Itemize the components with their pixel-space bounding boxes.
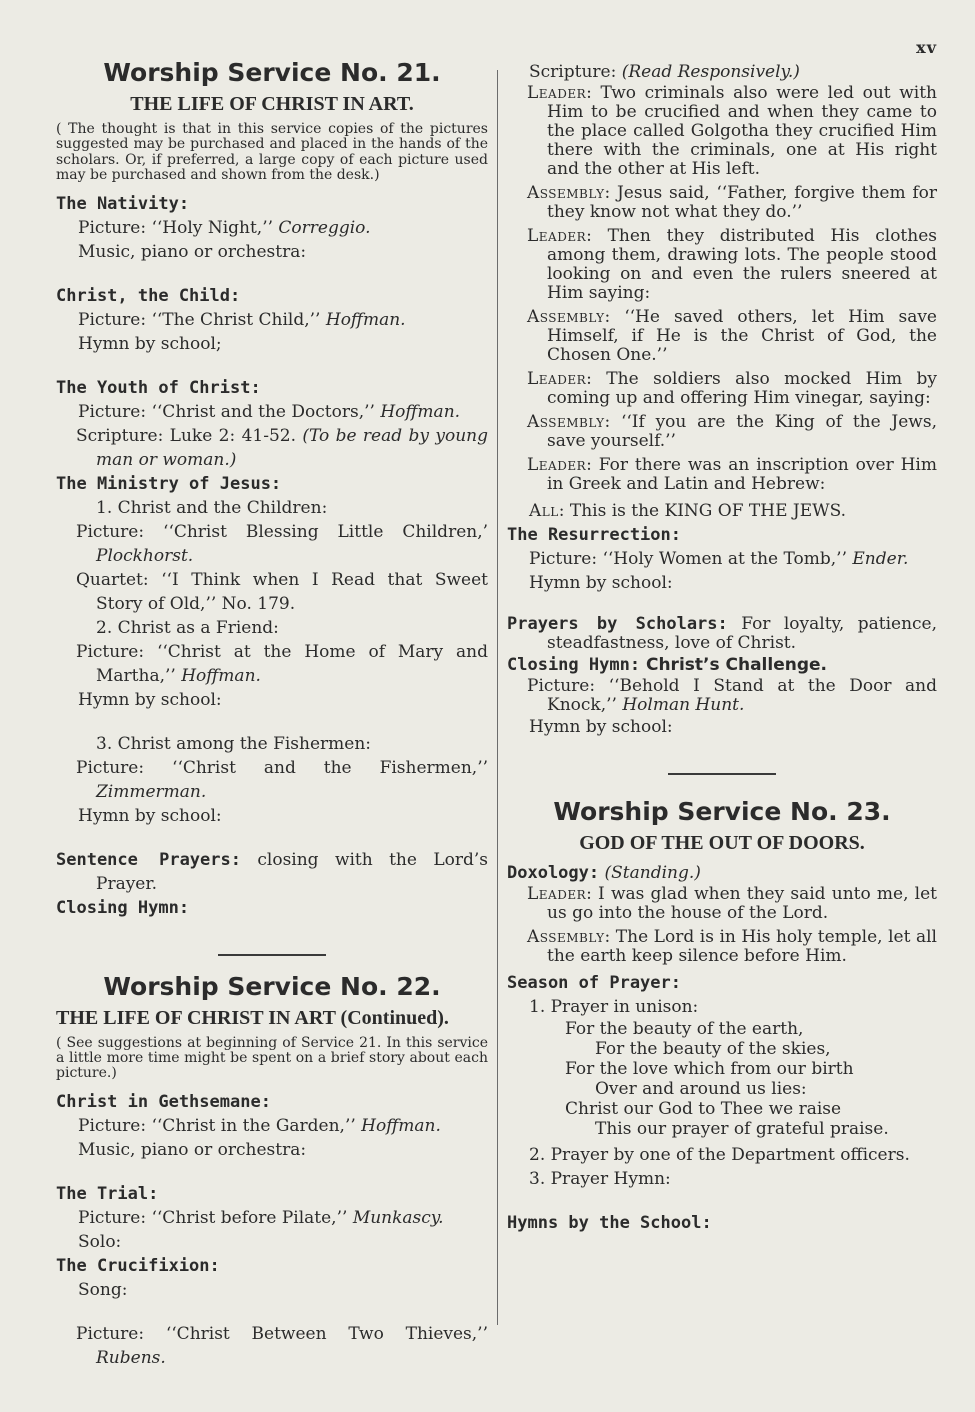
service-22-note: ( See suggestions at beginning of Service 21. In this service a little more time might be spent on a brief story about each picture.) [56, 1034, 488, 1082]
picture-label: Picture: [529, 549, 603, 569]
response-text: : The soldiers also mocked Him by coming up and offering Him vinegar, saying: [547, 369, 937, 408]
ministry-heading: The Ministry of Jesus: [56, 473, 282, 494]
picture-title: ‘‘Christ Blessing Little Children,’ [163, 521, 489, 542]
service-23-title: Worship Service No. 23. [553, 797, 891, 826]
prayer-poem [507, 1019, 937, 1139]
trial-solo: Solo: [78, 1231, 122, 1252]
picture-label: Picture: [76, 1323, 166, 1344]
season-of-prayer-heading: Season of Prayer: [507, 973, 681, 993]
trial-picture [56, 1206, 488, 1230]
picture-title: ‘‘Christ Between Two Thieves,’’ [165, 1323, 488, 1344]
gethsemane-heading: Christ in Gethsemane: [56, 1091, 271, 1112]
resurrection-picture [507, 547, 937, 571]
picture-title: ‘‘Holy Women at the Tomb,’’ [602, 549, 853, 569]
service-21-title: Worship Service No. 21. [103, 58, 441, 87]
youth-picture [56, 400, 488, 424]
response-text: : Jesus said, ‘‘Father, forgive them for they know not what they do.’’ [547, 183, 937, 222]
prayers-by-scholars [507, 615, 937, 653]
response-line [507, 456, 937, 494]
response-text: : Then they distributed His clothes among them, drawing lots. The people stood looking on and even the rulers sneered at Him saying: [547, 226, 937, 303]
response-line [507, 308, 937, 365]
sentence-prayers [56, 848, 488, 896]
service-22-subtitle: THE LIFE OF CHRIST IN ART (Continued). [56, 1006, 449, 1029]
service-23-subtitle: GOD OF THE OUT OF DOORS. [579, 832, 865, 854]
doxology-label: Doxology: [507, 863, 600, 883]
sentence-prayers-text: closing with the Lord’s Prayer. [96, 849, 488, 894]
prayer-item-3: 3. Prayer Hymn: [529, 1169, 671, 1189]
poem-line: For the beauty of the skies, [595, 1039, 831, 1059]
scripture-line [507, 60, 937, 84]
resurrection-hymn: Hymn by school: [529, 573, 673, 593]
service-21-note: ( The thought is that in this service copies of the pictures suggested may be purchased and placed in the hands of the scholars. Or, if preferred, a large copy of each picture used may be purchased and shown from the desk.) [56, 121, 488, 184]
role-label: Leader [527, 369, 587, 389]
picture-title: ‘‘Christ in the Garden,’’ [151, 1115, 362, 1136]
service-21-subtitle: THE LIFE OF CHRIST IN ART. [130, 93, 414, 115]
response-text: : The Lord is in His holy temple, let all the earth keep silence before Him. [547, 927, 937, 966]
picture-artist: Munkascy. [352, 1207, 444, 1228]
left-column [56, 58, 488, 1370]
crucifixion-picture [56, 1322, 488, 1370]
resurrection-heading: The Resurrection: [507, 525, 681, 545]
crucifixion-heading: The Crucifixion: [56, 1255, 220, 1276]
ministry-item-3: 3. Christ among the Fishermen: [96, 733, 372, 754]
picture-title: ‘‘Behold I Stand at the Door and Knock,’’ [547, 676, 937, 715]
opening-responses [507, 885, 937, 966]
closing-hymn-22 [507, 653, 937, 677]
role-label: Assembly [527, 927, 605, 947]
child-picture [56, 308, 488, 332]
picture-artist: Plockhorst. [96, 545, 194, 566]
response-text: : Two criminals also were led out with Him to be crucified and when they came to the place called Golgotha they crucified Him there with the criminals, one at His right and the other at His left. [547, 83, 937, 179]
picture-artist: Rubens. [96, 1347, 166, 1368]
picture-label: Picture: [78, 217, 152, 238]
youth-scripture [56, 424, 488, 472]
page-number: xv [916, 38, 937, 57]
nativity-picture [56, 216, 488, 240]
role-label: Leader [527, 83, 587, 103]
poem-line: Christ our God to Thee we raise [565, 1099, 842, 1119]
doxology [507, 861, 937, 885]
gethsemane-music: Music, piano or orchestra: [78, 1139, 307, 1160]
role-label: Assembly [527, 307, 605, 327]
picture-label: Picture: [76, 757, 173, 778]
prayers-label: Prayers by Scholars: [507, 614, 728, 634]
prayer-item-1: 1. Prayer in unison: [529, 997, 699, 1017]
nativity-heading: The Nativity: [56, 193, 190, 214]
response-text: : For there was an inscription over Him in Greek and Latin and Hebrew: [547, 455, 937, 494]
picture-title: ‘‘Christ before Pilate,’’ [151, 1207, 353, 1228]
all-response [507, 499, 937, 523]
ministry-quartet: Quartet: ‘‘I Think when I Read that Sweet Story of Old,’’ No. 179. [76, 569, 488, 614]
prayer-item-2: 2. Prayer by one of the Department officers. [529, 1145, 910, 1165]
picture-label: Picture: [78, 401, 152, 422]
response-line [507, 84, 937, 179]
picture-artist: Correggio. [278, 217, 371, 238]
response-text: : I was glad when they said unto me, let us go into the house of the Lord. [547, 884, 937, 923]
ministry-picture-1 [56, 520, 488, 568]
right-column [507, 60, 937, 1235]
responsive-reading [507, 84, 937, 494]
picture-artist: Hoffman. [380, 401, 461, 422]
child-hymn: Hymn by school; [78, 333, 222, 354]
picture-title: ‘‘Christ and the Doctors,’’ [151, 401, 381, 422]
picture-title: ‘‘Christ at the Home of Mary and Martha,’’ [96, 641, 488, 686]
ministry-hymn-3: Hymn by school: [78, 805, 222, 826]
picture-artist: Holman Hunt. [622, 695, 745, 715]
youth-heading: The Youth of Christ: [56, 377, 261, 398]
picture-label: Picture: [78, 309, 152, 330]
nativity-music: Music, piano or orchestra: [78, 241, 307, 262]
picture-artist: Zimmerman. [96, 781, 207, 802]
role-label: Assembly [527, 412, 605, 432]
scripture-label: Scripture: [529, 62, 622, 82]
role-label: Leader [527, 884, 587, 904]
response-line [507, 370, 937, 408]
sentence-prayers-label: Sentence Prayers: [56, 849, 241, 870]
poem-line: This our prayer of grateful praise. [595, 1119, 889, 1139]
response-text: : This is the KING OF THE JEWS. [558, 501, 847, 521]
ministry-hymn-2: Hymn by school: [78, 689, 222, 710]
scripture-note: (To be read by young man or woman.) [96, 425, 488, 470]
trial-heading: The Trial: [56, 1183, 159, 1204]
doxology-note: (Standing.) [599, 863, 701, 883]
picture-label: Picture: [76, 641, 157, 662]
ministry-item-1: 1. Christ and the Children: [96, 497, 328, 518]
closing-label: Closing Hymn: [507, 655, 641, 675]
response-line [507, 184, 937, 222]
closing-hymn-by-school: Hymn by school: [529, 717, 673, 737]
column-divider [497, 70, 498, 1325]
response-text: : ‘‘If you are the King of the Jews, save yourself.’’ [547, 412, 937, 451]
picture-artist: Hoffman. [361, 1115, 441, 1136]
picture-label: Picture: [76, 521, 164, 542]
response-line [507, 885, 937, 923]
prayers-text: For loyalty, patience, steadfastness, love of Christ. [547, 614, 937, 653]
service-22-title: Worship Service No. 22. [103, 971, 441, 1001]
hymns-by-school-heading: Hymns by the School: [507, 1213, 712, 1233]
closing-title: Christ’s Challenge. [640, 655, 828, 675]
crucifixion-song: Song: [78, 1279, 128, 1300]
picture-label: Picture: [78, 1207, 152, 1228]
poem-line: Over and around us lies: [595, 1079, 807, 1099]
poem-line: For the love which from our birth [565, 1059, 854, 1079]
picture-artist: Ender. [852, 549, 909, 569]
ministry-picture-2 [56, 640, 488, 688]
picture-artist: Hoffman. [325, 309, 406, 330]
role-label: All [529, 501, 559, 521]
response-text: : ‘‘He saved others, let Him save Himself, if He is the Christ of God, the Chosen One.’’ [547, 307, 937, 365]
picture-label: Picture: [78, 1115, 152, 1136]
scripture-ref: Scripture: Luke 2: 41-52. [76, 425, 303, 446]
gethsemane-picture [56, 1114, 488, 1138]
role-label: Assembly [527, 183, 605, 203]
picture-label: Picture: [527, 676, 609, 696]
ministry-item-2: 2. Christ as a Friend: [96, 617, 279, 638]
scripture-note: (Read Responsively.) [621, 62, 800, 82]
child-heading: Christ, the Child: [56, 285, 241, 306]
closing-hymn-21: Closing Hymn: [56, 897, 190, 918]
role-label: Leader [527, 455, 587, 475]
picture-title: ‘‘The Christ Child,’’ [151, 309, 326, 330]
ministry-picture-3 [56, 756, 488, 804]
picture-artist: Hoffman. [181, 665, 261, 686]
closing-picture [507, 677, 937, 715]
response-line [507, 227, 937, 303]
picture-title: ‘‘Holy Night,’’ [151, 217, 279, 238]
poem-line: For the beauty of the earth, [565, 1019, 804, 1039]
picture-title: ‘‘Christ and the Fishermen,’’ [172, 757, 488, 778]
response-line [507, 413, 937, 451]
response-line [507, 928, 937, 966]
role-label: Leader [527, 226, 587, 246]
